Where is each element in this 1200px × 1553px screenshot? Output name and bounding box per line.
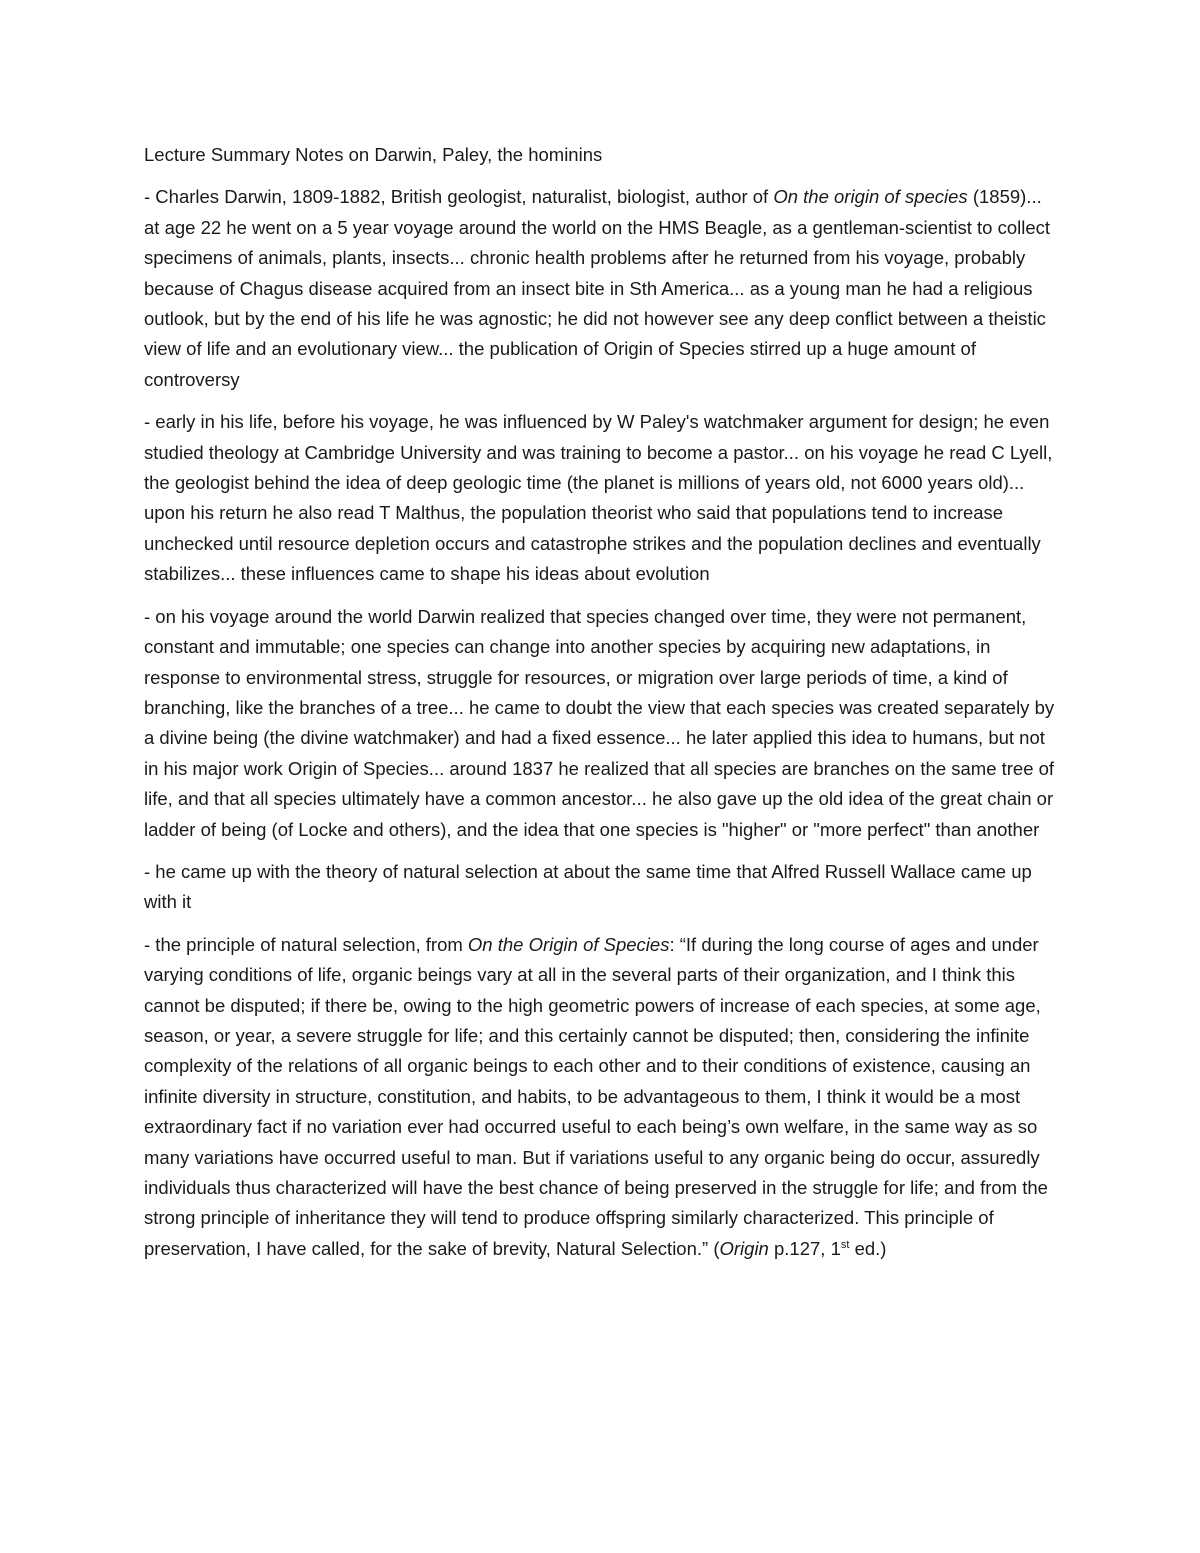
book-title-italic: On the Origin of Species <box>467 933 670 955</box>
document-page <box>144 140 1056 1276</box>
paragraph-text: - Charles Darwin, 1809-1882, British geologist, naturalist, biologist, author of <box>144 186 774 208</box>
paragraph-natural-selection-theory: - he came up with the theory of natural selection at about the same time that Alfred Russell Wallace came up with it <box>144 860 1032 913</box>
ordinal-superscript: st <box>840 1238 850 1251</box>
quote-text: : “If during the long course of ages and under varying conditions of life, organic beings vary at all in the several parts of their organization, and I think this cannot be disputed; if there be, owing to the high geometric powers of increase of each species, at some age, season, or year, a severe struggle for life; and this certainly cannot be disputed; then, considering the infinite complexity of the relations of all organic beings to each other and to their conditions of existence, causing an infinite diversity in structure, constitution, and habits, to be advantageous to them, I think it would be a most extraordinary fact if no variation ever had occurred useful to each being’s own welfare, in the same way as so many variations have occurred useful to man. But if variations useful to any organic being do occur, assuredly individuals thus characterized will have the best chance of being preserved in the struggle for life; and from the strong principle of inheritance they will tend to produce offspring similarly characterized. This principle of preservation, I have called, for the sake of brevity, Natural Selection.” ( <box>144 933 1048 1259</box>
paragraph-text: (1859)... at age 22 he went on a 5 year voyage around the world on the HMS Beagle, as a gentleman-scientist to collect specimens of animals, plants, insects... chronic health problems after he returned from his voyage, probably because of Chagus disease acquired from an insect bite in Sth America... as a young man he had a religious outlook, but by the end of his life he was agnostic; he did not however see any deep conflict between a theistic view of life and an evolutionary view... the publication of Origin of Species stirred up a huge amount of controversy <box>144 186 1051 390</box>
book-title-italic: On the origin of species <box>773 186 968 208</box>
citation-text: p.127, 1 <box>768 1237 841 1259</box>
citation-text: ed.) <box>849 1237 887 1259</box>
paragraph-text: - the principle of natural selection, from <box>144 933 468 955</box>
citation-italic: Origin <box>719 1237 769 1259</box>
paragraph-darwin-bio <box>144 182 1056 395</box>
document-title: Lecture Summary Notes on Darwin, Paley, the hominins <box>144 144 603 165</box>
paragraph-influences: - early in his life, before his voyage, he was influenced by W Paley's watchmaker argument for design; he even studied theology at Cambridge University and was training to become a pastor... on his voyage he read C Lyell, the geologist behind the idea of deep geologic time (the planet is millions of years old, not 6000 years old)... upon his return he also read T Malthus, the population theorist who said that populations tend to increase unchecked until resource depletion occurs and catastrophe strikes and the population declines and eventually stabilizes... these influences came to shape his ideas about evolution <box>144 411 1053 585</box>
paragraph-species-change: - on his voyage around the world Darwin realized that species changed over time, they were not permanent, constant and immutable; one species can change into another species by acquiring new adaptations, in response to environmental stress, struggle for resources, or migration over large periods of time, a kind of branching, like the branches of a tree... he came to doubt the view that each species was created separately by a divine being (the divine watchmaker) and had a fixed essence... he later applied this idea to humans, but not in his major work Origin of Species... around 1837 he realized that all species are branches on the same tree of life, and that all species ultimately have a common ancestor... he also gave up the old idea of the great chain or ladder of being (of Locke and others), and the idea that one species is "higher" or "more perfect" than another <box>144 605 1055 840</box>
paragraph-principle-quote <box>144 930 1056 1264</box>
